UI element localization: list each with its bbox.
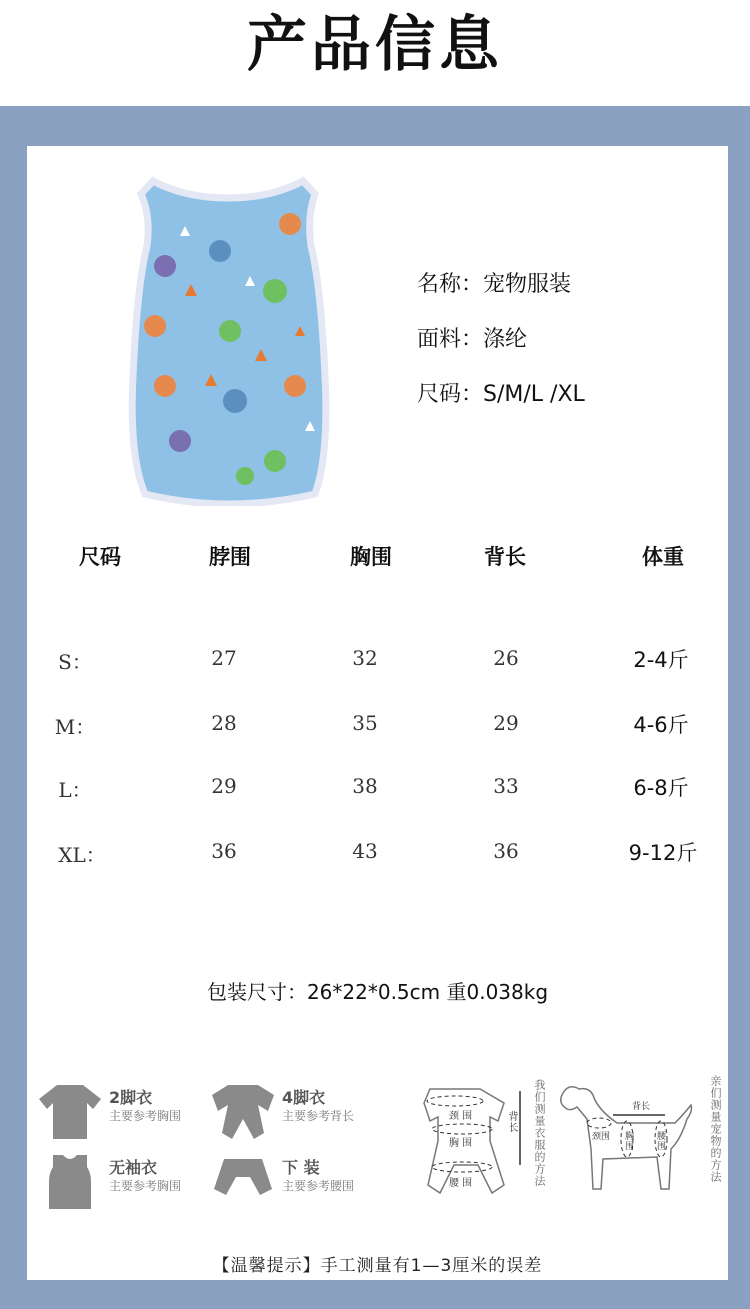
cell-size: L： (58, 778, 92, 802)
package-info: 包装尺寸：26*22*0.5cm 重0.038kg (206, 980, 549, 1004)
clothes-neck-label: 颈 围 (449, 1111, 473, 1122)
guide-sleeveless (37, 1151, 217, 1211)
guide-note: 主要参考腰围 (282, 1179, 355, 1193)
cell-back: 29 (493, 711, 519, 735)
jumpsuit-icon (210, 1081, 276, 1141)
cell-back: 36 (493, 839, 519, 863)
dog-caption: 亲们测量宠物的方法 (709, 1075, 722, 1183)
spec-name-label: 名称： (417, 272, 484, 297)
header-size: 尺码 (79, 545, 121, 569)
dog-waist-label: 腰围 (655, 1131, 665, 1151)
clothes-caption: 我们测量衣服的方法 (533, 1079, 546, 1187)
tshirt-icon (37, 1081, 103, 1141)
cell-neck: 29 (211, 774, 237, 798)
guide-note: 主要参考胸围 (109, 1179, 182, 1193)
guide-note: 主要参考胸围 (109, 1109, 182, 1123)
vest-icon (37, 1151, 103, 1211)
pants-icon (210, 1151, 276, 1211)
cell-neck: 36 (211, 839, 237, 863)
product-specs (417, 270, 585, 435)
spec-size-value: S/M/L /XL (483, 382, 585, 407)
cell-size: M： (54, 715, 96, 739)
clothes-chest-label: 胸 围 (449, 1138, 473, 1149)
dog-chest-label: 胸围 (623, 1131, 633, 1151)
cell-neck: 28 (211, 711, 237, 735)
spec-name (417, 270, 585, 325)
cell-weight: 6-8斤 (633, 776, 689, 800)
cell-chest: 32 (352, 646, 378, 670)
guide-title: 4脚衣 (282, 1088, 326, 1107)
cell-chest: 35 (352, 711, 378, 735)
guide-two-leg (37, 1081, 217, 1141)
spec-name-value: 宠物服装 (483, 272, 572, 297)
cell-size: S： (58, 650, 92, 674)
header-weight: 体重 (642, 545, 684, 569)
header-chest: 胸围 (350, 545, 392, 569)
spec-size (417, 380, 585, 435)
header-neck: 脖围 (209, 545, 251, 569)
spec-fabric (417, 325, 585, 380)
guide-four-leg (210, 1081, 390, 1141)
cell-neck: 27 (211, 646, 237, 670)
guide-title: 2脚衣 (109, 1088, 153, 1107)
spec-size-label: 尺码： (417, 382, 484, 407)
spec-fabric-value: 涤纶 (483, 327, 528, 352)
guide-title: 下 装 (282, 1158, 320, 1177)
guide-title: 无袖衣 (109, 1158, 158, 1177)
cell-weight: 2-4斤 (633, 648, 689, 672)
info-card (27, 146, 728, 1280)
cell-chest: 38 (352, 774, 378, 798)
dog-neck-label: 颈围 (592, 1132, 611, 1142)
cell-back: 33 (493, 774, 519, 798)
spec-fabric-label: 面料： (417, 327, 484, 352)
clothes-back-label: 背长 (506, 1111, 517, 1133)
cell-back: 26 (493, 646, 519, 670)
clothes-waist-label: 腰 围 (449, 1178, 473, 1189)
guide-note: 主要参考背长 (282, 1109, 355, 1123)
header-back: 背长 (484, 545, 526, 569)
measure-guide (37, 1071, 727, 1221)
cell-weight: 4-6斤 (633, 713, 689, 737)
page-title: 产品信息 (247, 10, 503, 80)
cell-size: XL： (58, 843, 106, 867)
measurement-tip: 【温馨提示】手工测量有1—3厘米的误差 (212, 1256, 543, 1276)
pet-shirt-image (125, 176, 331, 506)
cell-weight: 9-12斤 (628, 841, 698, 865)
content-frame (0, 106, 750, 1309)
dog-back-label: 背长 (632, 1102, 651, 1112)
cell-chest: 43 (352, 839, 378, 863)
guide-bottoms (210, 1151, 390, 1211)
